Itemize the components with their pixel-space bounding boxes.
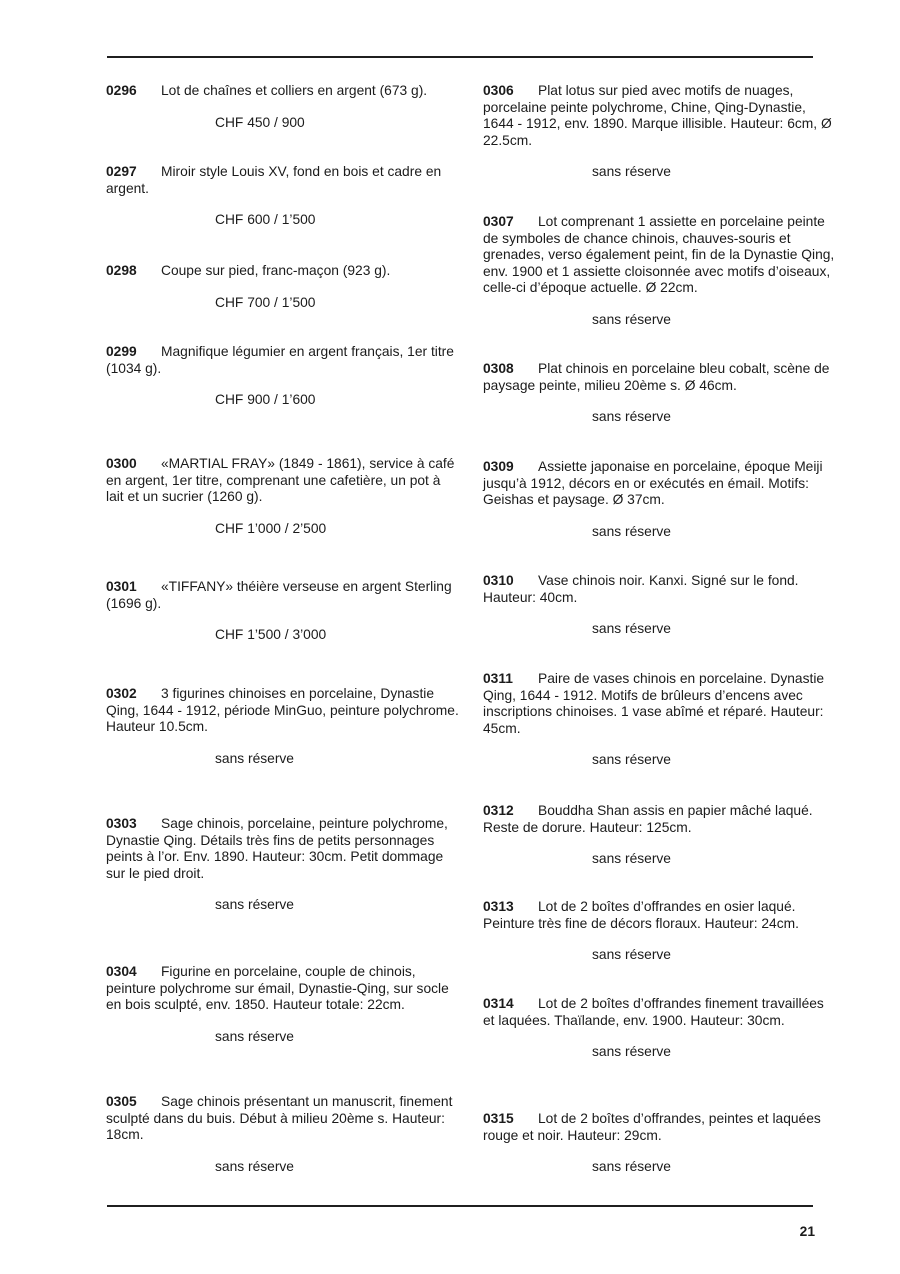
lot-entry: [106, 964, 460, 1045]
lot-note: sans réserve: [215, 1158, 294, 1174]
lot-paragraph: [106, 83, 460, 100]
lot-note: sans réserve: [215, 897, 294, 913]
lot-entry: [106, 83, 460, 131]
lot-paragraph: [483, 996, 837, 1029]
lot-description: 3 figurines chinoises en porcelaine, Dynastie Qing, 1644 - 1912, période MinGuo, peinture polychrome. Hauteur 10.5cm.: [106, 686, 459, 735]
lot-number: 0312: [483, 803, 514, 818]
lot-entry: [483, 83, 837, 181]
lot-number: 0310: [483, 573, 514, 588]
lot-description: Lot de 2 boîtes d’offrandes, peintes et laquées rouge et noir. Hauteur: 29cm.: [483, 1111, 821, 1143]
lot-number: 0311: [483, 671, 513, 686]
lot-paragraph: [483, 671, 837, 737]
lot-number: 0305: [106, 1094, 137, 1109]
lot-description: Sage chinois présentant un manuscrit, finement sculpté dans du buis. Début à milieu 20ème s. Hauteur: 18cm.: [106, 1094, 453, 1143]
lot-number: 0314: [483, 996, 514, 1011]
lot-note: CHF 700 / 1’500: [215, 294, 316, 310]
lot-paragraph: [483, 899, 837, 932]
lot-description: Figurine en porcelaine, couple de chinois, peinture polychrome sur émail, Dynastie-Qing, sur socle en bois sculpté, env. 1850. Hauteur totale: 22cm.: [106, 964, 449, 1013]
lot-description: Coupe sur pied, franc-maçon (923 g).: [161, 263, 391, 278]
lot-description: Bouddha Shan assis en papier mâché laqué. Reste de dorure. Hauteur: 125cm.: [483, 803, 813, 835]
lot-description: Lot de 2 boîtes d’offrandes finement travaillées et laquées. Thaïlande, env. 1900. Hauteur: 30cm.: [483, 996, 824, 1028]
lot-note: CHF 900 / 1’600: [215, 392, 316, 408]
lot-entry: [106, 816, 460, 914]
lot-description: Vase chinois noir. Kanxi. Signé sur le fond. Hauteur: 40cm.: [483, 573, 799, 605]
lot-description: Lot de chaînes et colliers en argent (673 g).: [161, 83, 428, 98]
lot-entry: [483, 1111, 837, 1176]
lot-note: sans réserve: [592, 409, 671, 425]
lot-note: sans réserve: [592, 851, 671, 867]
lot-entry: [106, 456, 460, 537]
lot-note: CHF 1’500 / 3’000: [215, 627, 327, 643]
lot-number: 0296: [106, 83, 137, 98]
lot-description: «TIFFANY» théière verseuse en argent Sterling (1696 g).: [106, 579, 452, 611]
lot-note: sans réserve: [592, 1159, 671, 1175]
lot-number: 0303: [106, 816, 137, 831]
lot-note: sans réserve: [592, 947, 671, 963]
lot-note: sans réserve: [592, 311, 671, 327]
lot-number: 0298: [106, 263, 137, 278]
lot-paragraph: [483, 83, 837, 149]
lot-description: «MARTIAL FRAY» (1849 - 1861), service à café en argent, 1er titre, comprenant une cafetière, un pot à lait et un sucrier (1260 g).: [106, 456, 455, 505]
lot-note: sans réserve: [592, 1044, 671, 1060]
lot-paragraph: [106, 344, 460, 377]
lot-entry: [106, 579, 460, 644]
column-left: [106, 0, 460, 1274]
lot-description: Plat lotus sur pied avec motifs de nuages, porcelaine peinte polychrome, Chine, Qing-Dynastie, 1644 - 1912, env. 1890. Marque illisible. Hauteur: 6cm, Ø 22.5cm.: [483, 83, 832, 148]
lot-paragraph: [483, 573, 837, 606]
lot-description: Magnifique légumier en argent français, 1er titre (1034 g).: [106, 344, 454, 376]
lot-entry: [483, 573, 837, 638]
lot-number: 0309: [483, 459, 514, 474]
lot-entry: [106, 344, 460, 409]
lot-number: 0307: [483, 214, 514, 229]
lot-entry: [483, 671, 837, 769]
lot-entry: [483, 214, 837, 329]
lot-entry: [483, 803, 837, 868]
page-number: 21: [799, 1224, 815, 1239]
lot-paragraph: [483, 459, 837, 509]
lot-paragraph: [106, 816, 460, 882]
lot-number: 0297: [106, 164, 137, 179]
lot-note: sans réserve: [592, 164, 671, 180]
lot-note: sans réserve: [592, 523, 671, 539]
lot-description: Assiette japonaise en porcelaine, époque Meiji jusqu’à 1912, décors en or exécutés en émail. Motifs: Geishas et paysage. Ø 37cm.: [483, 459, 823, 508]
column-right: [483, 0, 837, 1274]
lot-paragraph: [106, 456, 460, 506]
lot-entry: [106, 1094, 460, 1175]
lot-note: CHF 600 / 1’500: [215, 212, 316, 228]
lot-number: 0313: [483, 899, 514, 914]
lot-entry: [106, 686, 460, 767]
lot-number: 0304: [106, 964, 137, 979]
lot-entry: [106, 263, 460, 311]
lot-number: 0306: [483, 83, 514, 98]
lot-paragraph: [106, 1094, 460, 1144]
lot-description: Lot de 2 boîtes d’offrandes en osier laqué. Peinture très fine de décors floraux. Hauteur: 24cm.: [483, 899, 799, 931]
lot-note: CHF 1’000 / 2’500: [215, 520, 327, 536]
lot-number: 0300: [106, 456, 137, 471]
lot-description: Miroir style Louis XV, fond en bois et cadre en argent.: [106, 164, 442, 196]
lot-paragraph: [483, 361, 837, 394]
bottom-rule: [107, 1205, 813, 1207]
lot-number: 0308: [483, 361, 514, 376]
lot-paragraph: [483, 214, 837, 297]
lot-description: Plat chinois en porcelaine bleu cobalt, scène de paysage peinte, milieu 20ème s. Ø 46cm.: [483, 361, 830, 393]
lot-note: CHF 450 / 900: [215, 114, 305, 130]
lot-paragraph: [106, 686, 460, 736]
lot-paragraph: [106, 579, 460, 612]
lot-description: Paire de vases chinois en porcelaine. Dynastie Qing, 1644 - 1912. Motifs de brûleurs d’encens avec inscriptions chinoises. 1 vase abîmé et réparé. Hauteur: 45cm.: [483, 671, 825, 736]
lot-paragraph: [106, 164, 460, 197]
lot-note: sans réserve: [215, 1028, 294, 1044]
lot-number: 0315: [483, 1111, 514, 1126]
lot-entry: [483, 899, 837, 964]
lot-note: sans réserve: [592, 621, 671, 637]
lot-description: Lot comprenant 1 assiette en porcelaine peinte de symboles de chance chinois, chauves-souris et grenades, verso également peint, fin de la Dynastie Qing, env. 1900 et 1 assiette cloisonnée avec motifs d’oiseaux, celle-ci d’époque actuelle. Ø 22cm.: [483, 214, 835, 296]
lot-entry: [106, 164, 460, 229]
lot-note: sans réserve: [592, 752, 671, 768]
lot-paragraph: [483, 1111, 837, 1144]
lot-paragraph: [483, 803, 837, 836]
lot-number: 0302: [106, 686, 137, 701]
lot-paragraph: [106, 263, 460, 280]
lot-note: sans réserve: [215, 750, 294, 766]
lot-number: 0299: [106, 344, 137, 359]
lot-entry: [483, 996, 837, 1061]
lot-number: 0301: [106, 579, 137, 594]
lot-description: Sage chinois, porcelaine, peinture polychrome, Dynastie Qing. Détails très fins de petits personnages peints à l’or. Env. 1890. Hauteur: 30cm. Petit dommage sur le pied droit.: [106, 816, 448, 881]
lot-entry: [483, 459, 837, 540]
lot-paragraph: [106, 964, 460, 1014]
lot-entry: [483, 361, 837, 426]
